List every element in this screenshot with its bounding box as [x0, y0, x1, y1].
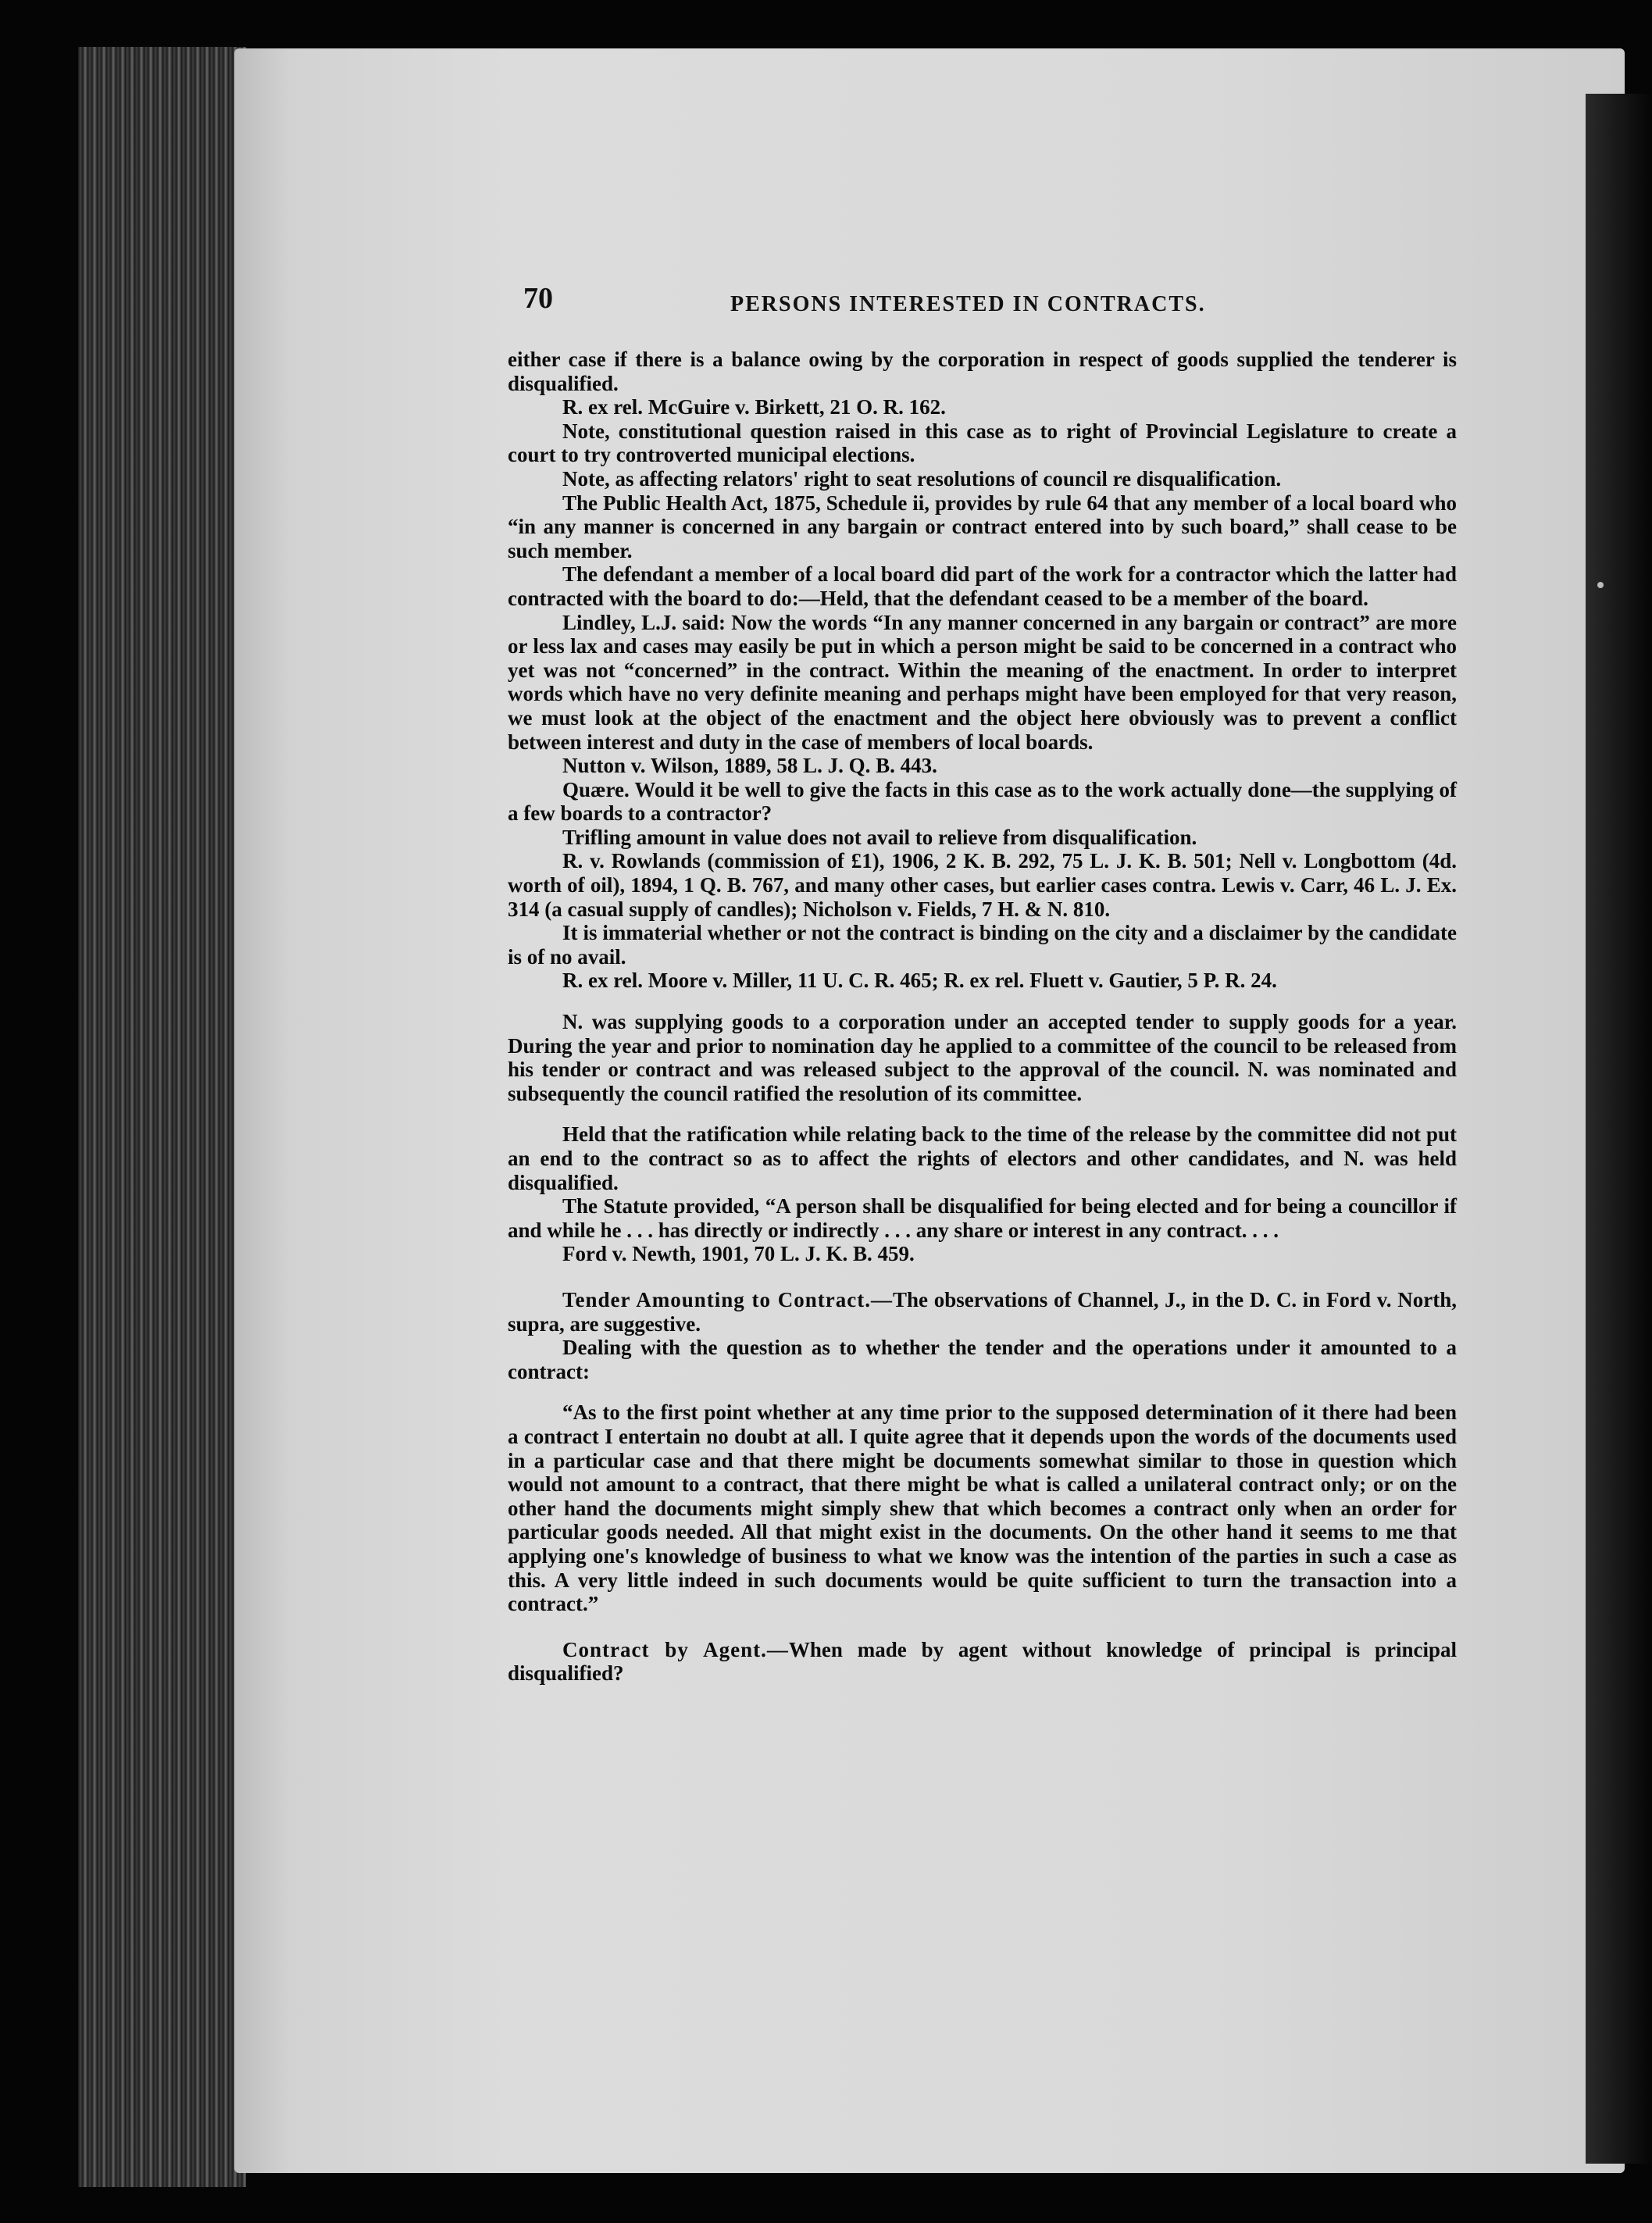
- page-header: [523, 281, 1461, 328]
- paragraph: The Public Health Act, 1875, Schedule ii, provides by rule 64 that any member of a local board who “in any manner is concerned in any bargain or contract entered into by such board,” shall cease to be such member.: [508, 491, 1457, 562]
- section-heading: Tender Amounting to Contract.—: [562, 1287, 893, 1311]
- citation: R. ex rel. Moore v. Miller, 11 U. C. R. 465; R. ex rel. Fluett v. Gautier, 5 P. R. 24.: [562, 969, 1277, 993]
- section-agent: [508, 1638, 1457, 1686]
- paragraph: Lindley, L.J. said: Now the words “In any manner concerned in any bargain or contract” are more or less lax and cases may easily be put in which a person might be said to be concerned in a contract who yet was not “concerned” in the contract. Within the meaning of the enactment. In order to interpret words which have no very definite meaning and perhaps might have been employed for that very reason, we must look at the object of the enactment and the object here obviously was to prevent a conflict between interest and duty in the case of members of local boards.: [508, 610, 1457, 754]
- book-page-edges: [78, 47, 246, 2187]
- section-heading: Contract by Agent.—: [562, 1637, 789, 1661]
- paragraph: Held that the ratification while relating back to the time of the release by the committee did not put an end to the contract so as to affect the rights of electors and other candidates, and N. was held disqualified.: [508, 1122, 1457, 1194]
- running-head: PERSONS INTERESTED IN CONTRACTS.: [730, 292, 1206, 316]
- quotation: “As to the first point whether at any time prior to the supposed determination of it there had been a contract I entertain no doubt at all. I quite agree that it depends upon the words of the documents used in a particular case and that there might be documents somewhat similar to those in question which would not amount to a contract, that there might be what is called a unilateral contract only; or on the other hand the documents might simply shew that which becomes a contract only when an order for particular goods needed. All that might exist in the documents. On the other hand it seems to me that applying one's knowledge of business to what we know was the intention of the parties in such a case as this. A very little indeed in such documents would be quite sufficient to turn the transaction into a contract.”: [508, 1401, 1457, 1616]
- citation: R. ex rel. McGuire v. Birkett, 21 O. R. 162.: [562, 395, 946, 419]
- paragraph: The Statute provided, “A person shall be disqualified for being elected and for being a councillor if and while he . . . has directly or indirectly . . . any share or interest in any contract. . . .: [508, 1194, 1457, 1242]
- paragraph: The defendant a member of a local board did part of the work for a contractor which the latter had contracted with the board to do:—Held, that the defendant ceased to be a member of the board.: [508, 562, 1457, 610]
- paragraph: Note, constitutional question raised in this case as to right of Provincial Legislature to create a court to try controverted municipal elections.: [508, 419, 1457, 467]
- paragraph: Trifling amount in value does not avail to relieve from disqualification.: [562, 825, 1197, 849]
- citation: Nutton v. Wilson, 1889, 58 L. J. Q. B. 443.: [562, 754, 937, 778]
- paragraph: Quære. Would it be well to give the facts in this case as to the work actually done—the supplying of a few boards to a contractor?: [508, 777, 1457, 826]
- section-text: The observations of Channel, J., in the D. C. in Ford v. North, supra, are suggestive.: [508, 1287, 1457, 1336]
- margin-speck: [1597, 582, 1604, 588]
- body-text: [508, 348, 1457, 1686]
- section-tender: [508, 1288, 1457, 1336]
- paragraph: either case if there is a balance owing by the corporation in respect of goods supplied the tenderer is disqualified.: [508, 348, 1457, 395]
- citation: Ford v. Newth, 1901, 70 L. J. K. B. 459.: [562, 1242, 915, 1266]
- paragraph: N. was supplying goods to a corporation under an accepted tender to supply goods for a year. During the year and prior to nomination day he applied to a committee of the council to be released from his tender or contract and was released subject to the approval of the council. N. was nominated and subsequently the council ratified the resolution of its committee.: [508, 1010, 1457, 1105]
- paragraph: It is immaterial whether or not the contract is binding on the city and a disclaimer by the candidate is of no avail.: [508, 921, 1457, 969]
- paragraph: Note, as affecting relators' right to seat resolutions of council re disqualification.: [562, 466, 1282, 491]
- citation: R. v. Rowlands (commission of £1), 1906, 2 K. B. 292, 75 L. J. K. B. 501; Nell v. Longbottom (4d. worth of oil), 1894, 1 Q. B. 767, and many other cases, but earlier cases contra. Lewis v. Carr, 46 L. J. Ex. 314 (a casual supply of candles); Nicholson v. Fields, 7 H. & N. 810.: [508, 849, 1457, 921]
- page-number: 70: [523, 282, 553, 315]
- right-binding-shadow: [1586, 94, 1652, 2164]
- paragraph: Dealing with the question as to whether the tender and the operations under it amounted to a contract:: [508, 1336, 1457, 1383]
- section-text: When made by agent without knowledge of principal is principal disqualified?: [508, 1637, 1457, 1686]
